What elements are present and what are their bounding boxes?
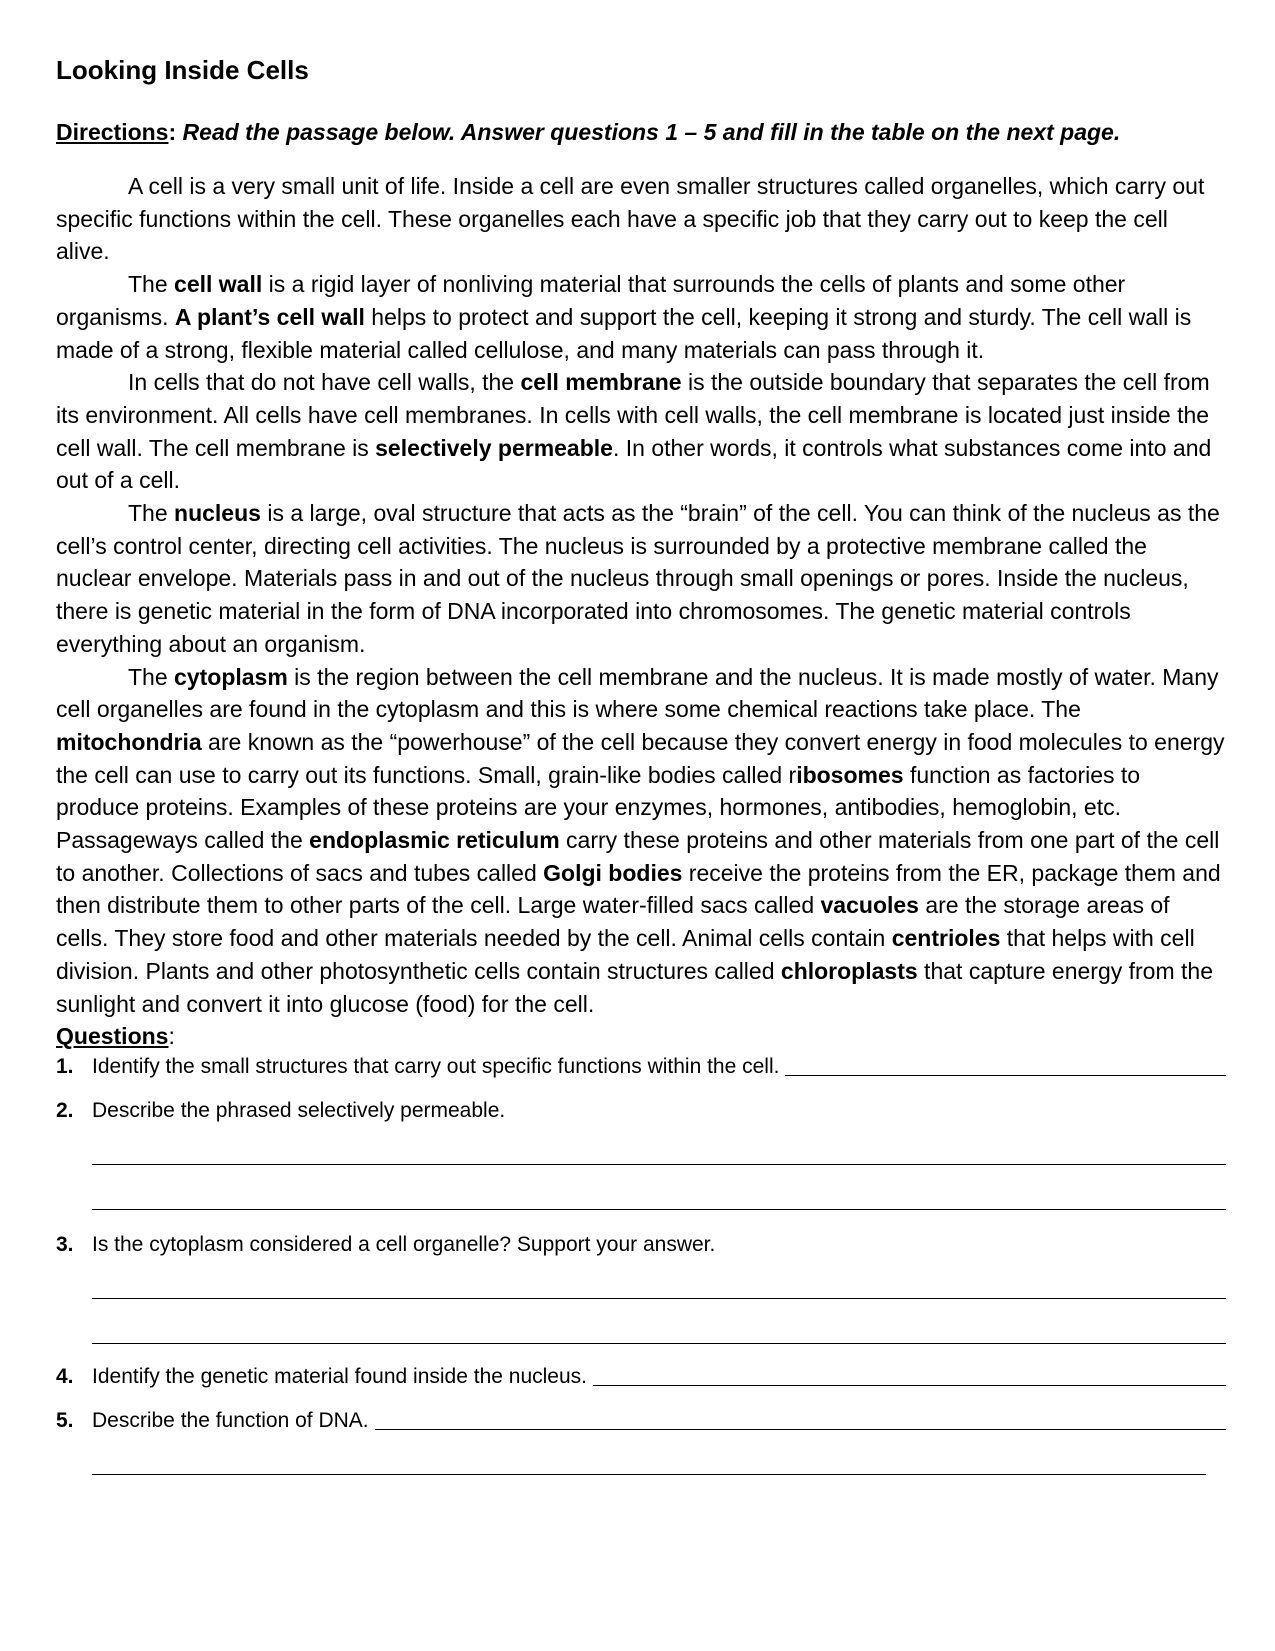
- answer-line[interactable]: [92, 1474, 1206, 1475]
- page-title: Looking Inside Cells: [56, 55, 309, 85]
- answer-line[interactable]: [785, 1055, 1226, 1076]
- passage-text: receive the proteins from the ER, package them and then distribute them to other parts of the cell. Large water-filled sacs called: [56, 859, 1221, 919]
- question-4: [56, 1362, 1226, 1392]
- answer-line[interactable]: [375, 1409, 1226, 1430]
- question-text: Identify the genetic material found inside the nucleus.: [92, 1365, 587, 1389]
- question-number: 5.: [56, 1409, 74, 1433]
- passage-text: is the region between the cell membrane and the nucleus. It is made mostly of water. Many cell organelles are found in the cytoplasm and this is where some chemical reactions take place. The: [56, 663, 1219, 723]
- passage-paragraph-1: [56, 170, 1226, 268]
- directions: [56, 116, 1226, 148]
- term-cell-wall: cell wall: [174, 271, 263, 298]
- passage-text: A cell is a very small unit of life. Inside a cell are even smaller structures called organelles, which carry out specific functions within the cell. These organelles each have a specific job that they carry out to keep the cell alive.: [56, 173, 1205, 265]
- answer-line[interactable]: [92, 1343, 1226, 1344]
- term-golgi-bodies: Golgi bodies: [543, 859, 683, 886]
- term-endoplasmic-reticulum: endoplasmic reticulum: [309, 827, 560, 854]
- question-number: 1.: [56, 1055, 74, 1079]
- passage-text: The: [128, 500, 175, 527]
- term-nucleus: nucleus: [174, 500, 261, 527]
- question-5: [56, 1406, 1226, 1436]
- question-text: Describe the phrased selectively permeable.: [92, 1099, 506, 1123]
- term-mitochondria: mitochondria: [56, 728, 202, 755]
- worksheet-page: [56, 52, 1226, 1475]
- passage-text: are the storage areas of cells. They store food and other materials needed by the cell. Animal cells contain: [56, 892, 1170, 952]
- passage-text: is a large, oval structure that acts as the “brain” of the cell. You can think of the nucleus as the cell’s control center, directing cell activities. The nucleus is surrounded by a protective membrane called the nuclear envelope. Materials pass in and out of the nucleus through small openings or pores. Inside the nucleus, there is genetic material in the form of DNA incorporated into chromosomes. The genetic material controls everything about an organism.: [56, 500, 1220, 657]
- questions-label: Questions: [56, 1023, 169, 1050]
- questions-header: [56, 1020, 1226, 1052]
- term-chloroplasts: chloroplasts: [780, 957, 918, 984]
- term-vacuoles: vacuoles: [820, 892, 919, 919]
- passage-text: that capture energy from the sunlight and convert it into glucose (food) for the cell.: [56, 957, 1213, 1017]
- directions-text: Read the passage below. Answer questions 1 – 5 and fill in the table on the next page.: [182, 119, 1121, 145]
- passage-text: that helps with cell division. Plants and other photosynthetic cells contain structures called: [56, 925, 1195, 984]
- questions-colon: :: [168, 1023, 175, 1050]
- passage-paragraph-5: [56, 661, 1226, 1021]
- question-text: Is the cytoplasm considered a cell organelle? Support your answer.: [92, 1233, 716, 1257]
- passage-text: The: [128, 663, 175, 690]
- reading-passage: [56, 170, 1226, 1020]
- term-selectively-permeable: selectively permeable: [375, 434, 613, 461]
- passage-text: In cells that do not have cell walls, the: [128, 369, 521, 396]
- answer-line[interactable]: [92, 1298, 1226, 1299]
- passage-text: are known as the “powerhouse” of the cell because they convert energy in food molecules to energy the cell can use to carry out its functions. Small, grain-like bodies called r: [56, 728, 1225, 788]
- passage-text: The: [128, 271, 175, 298]
- answer-line[interactable]: [593, 1365, 1226, 1386]
- term-cytoplasm: cytoplasm: [174, 663, 288, 690]
- question-number: 2.: [56, 1099, 74, 1123]
- directions-colon: :: [168, 119, 177, 145]
- question-2: [56, 1096, 1226, 1126]
- passage-text: is the outside boundary that separates the cell from its environment. All cells have cell membranes. In cells with cell walls, the cell membrane is located just inside the cell wall. The cell membrane is: [56, 369, 1210, 461]
- question-number: 3.: [56, 1233, 74, 1257]
- passage-paragraph-2: [56, 268, 1226, 366]
- passage-paragraph-4: [56, 497, 1226, 661]
- term-centrioles: centrioles: [891, 925, 1001, 952]
- question-3: [56, 1230, 1226, 1260]
- passage-text: is a rigid layer of nonliving material that surrounds the cells of plants and some other organisms.: [56, 271, 1126, 330]
- term-cell-membrane: cell membrane: [520, 369, 682, 396]
- question-list: [56, 1052, 1226, 1475]
- passage-text: function as factories to produce proteins. Examples of these proteins are your enzymes, hormones, antibodies, hemoglobin, etc. Passageways called the: [56, 761, 1141, 854]
- passage-text: helps to protect and support the cell, keeping it strong and sturdy. The cell wall is made of a strong, flexible material called cellulose, and many materials can pass through it.: [56, 303, 1192, 363]
- passage-text: . In other words, it controls what substances come into and out of a cell.: [56, 434, 1212, 494]
- question-1: [56, 1052, 1226, 1082]
- question-number: 4.: [56, 1365, 74, 1389]
- question-text: Describe the function of DNA.: [92, 1409, 369, 1433]
- answer-line[interactable]: [92, 1209, 1226, 1210]
- directions-label: Directions: [56, 119, 169, 145]
- passage-paragraph-3: [56, 366, 1226, 497]
- question-text: Identify the small structures that carry out specific functions within the cell.: [92, 1055, 780, 1079]
- answer-line[interactable]: [92, 1164, 1226, 1165]
- passage-text: carry these proteins and other materials from one part of the cell to another. Collections of sacs and tubes called: [56, 827, 1220, 886]
- term-plants-cell-wall: A plant’s cell wall: [174, 303, 365, 330]
- term-ribosomes: ibosomes: [796, 761, 904, 788]
